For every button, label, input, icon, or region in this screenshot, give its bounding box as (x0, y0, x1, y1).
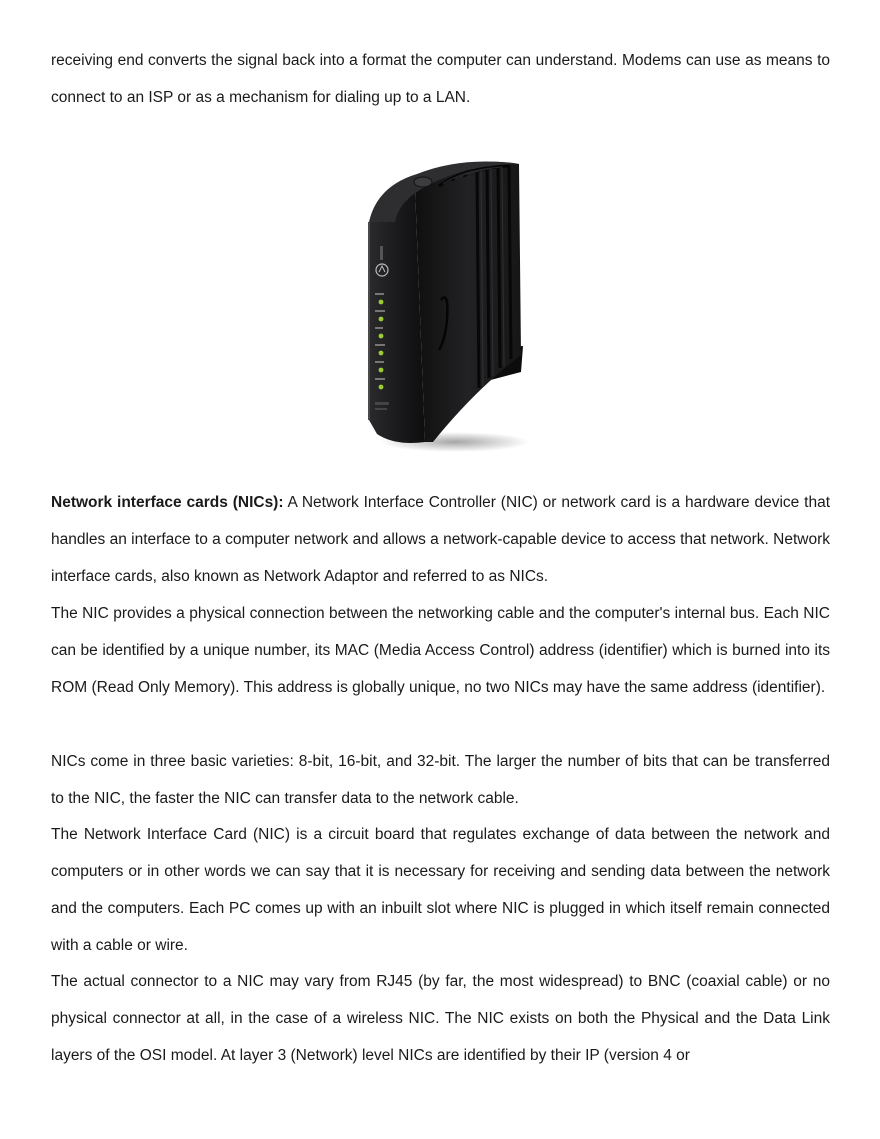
paragraph-nic-mac: The NIC provides a physical connection between the networking cable and the computer's internal bus. Each NIC can be identified by a unique number, its MAC (Media Access Control) address (identifier) which is burned into its ROM (Read Only Memory). This address is globally unique, no two NICs may have the same address (identifier). (51, 605, 830, 696)
cable-modem-photo-icon (355, 150, 530, 455)
paragraph-nic-connector: The actual connector to a NIC may vary from RJ45 (by far, the most widespread) to BNC (coaxial cable) or no physical connector at all, in the case of a wireless NIC. The NIC exists on both the Physical and the Data Link layers of the OSI model. At layer 3 (Network) level NICs are identified by their IP (version 4 or (51, 973, 830, 1064)
nic-definition-text: A Network Interface Controller (NIC) or network card is a hardware device that handles an interface to a computer network and allows a network-capable device to access that network. Network interface cards, also known as Network Adaptor and referred to as NICs. (51, 494, 831, 585)
nic-heading: Network interface cards (NICs): (51, 494, 284, 511)
paragraph-modem-end: receiving end converts the signal back into a format the computer can understand. Modems can use as means to connect to an ISP or as a mechanism for dialing up to a LAN. (51, 52, 830, 106)
paragraph-nic-circuit-board: The Network Interface Card (NIC) is a circuit board that regulates exchange of data between the network and computers or in other words we can say that it is necessary for receiving and sending data between the network and the computers. Each PC comes up with an inbuilt slot where NIC is plugged in which itself remain connected with a cable or wire. (51, 826, 830, 954)
paragraph-nic-varieties: NICs come in three basic varieties: 8-bit, 16-bit, and 32-bit. The larger the number of bits that can be transferred to the NIC, the faster the NIC can transfer data to the network cable. (51, 753, 830, 807)
paragraph-nic-definition (51, 484, 830, 595)
cable-modem-image (355, 150, 530, 455)
